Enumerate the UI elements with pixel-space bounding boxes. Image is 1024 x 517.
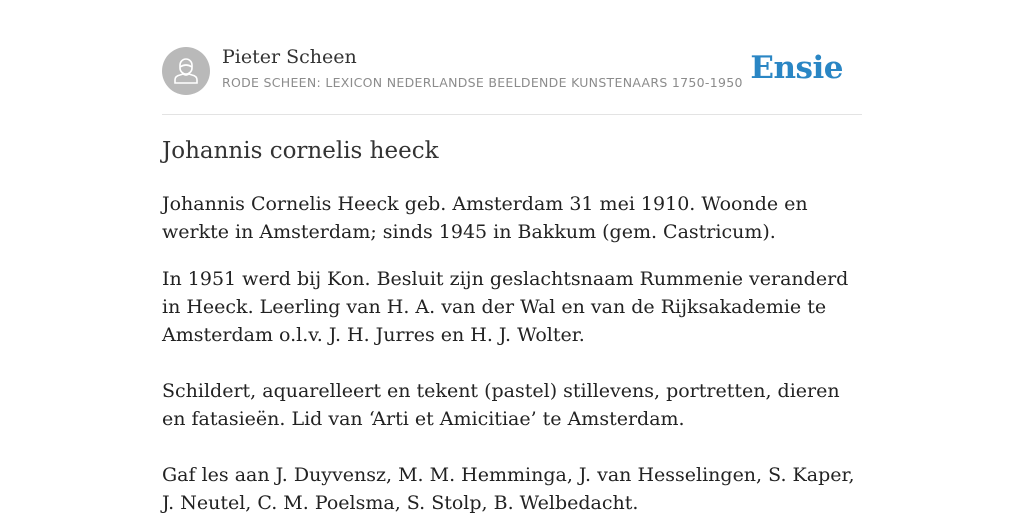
page-container [162, 0, 862, 514]
author-header [162, 0, 862, 115]
avatar[interactable] [162, 47, 210, 95]
spacer [162, 349, 862, 377]
ensie-logo[interactable]: Ensie [750, 50, 843, 86]
user-icon [171, 56, 201, 86]
spacer [162, 433, 862, 461]
paragraph: Johannis Cornelis Heeck geb. Amsterdam 31 mei 1910. Woonde en werkte in Amsterdam; sinds 1945 in Bakkum (gem. Castricum). [162, 193, 808, 243]
author-name[interactable]: Pieter Scheen [222, 46, 357, 68]
source-title[interactable]: RODE SCHEEN: LEXICON NEDERLANDSE BEELDENDE KUNSTENAARS 1750-1950 [222, 75, 743, 90]
paragraph: In 1951 werd bij Kon. Besluit zijn geslachtsnaam Rummenie veranderd in Heeck. Leerling van H. A. van der Wal en van de Rijksakademie te Amsterdam o.l.v. J. H. Jurres en H. J. Wolter. [162, 268, 849, 346]
page-title: Johannis cornelis heeck [162, 138, 439, 164]
article-body [162, 190, 862, 517]
paragraph: Schildert, aquarelleert en tekent (pastel) stillevens, portretten, dieren en fatasieën. Lid van ‘Arti et Amicitiae’ te Amsterdam. [162, 380, 840, 430]
paragraph: Gaf les aan J. Duyvensz, M. M. Hemminga, J. van Hesselingen, S. Kaper, J. Neutel, C. M. Poelsma, S. Stolp, B. Welbedacht. [162, 464, 855, 514]
